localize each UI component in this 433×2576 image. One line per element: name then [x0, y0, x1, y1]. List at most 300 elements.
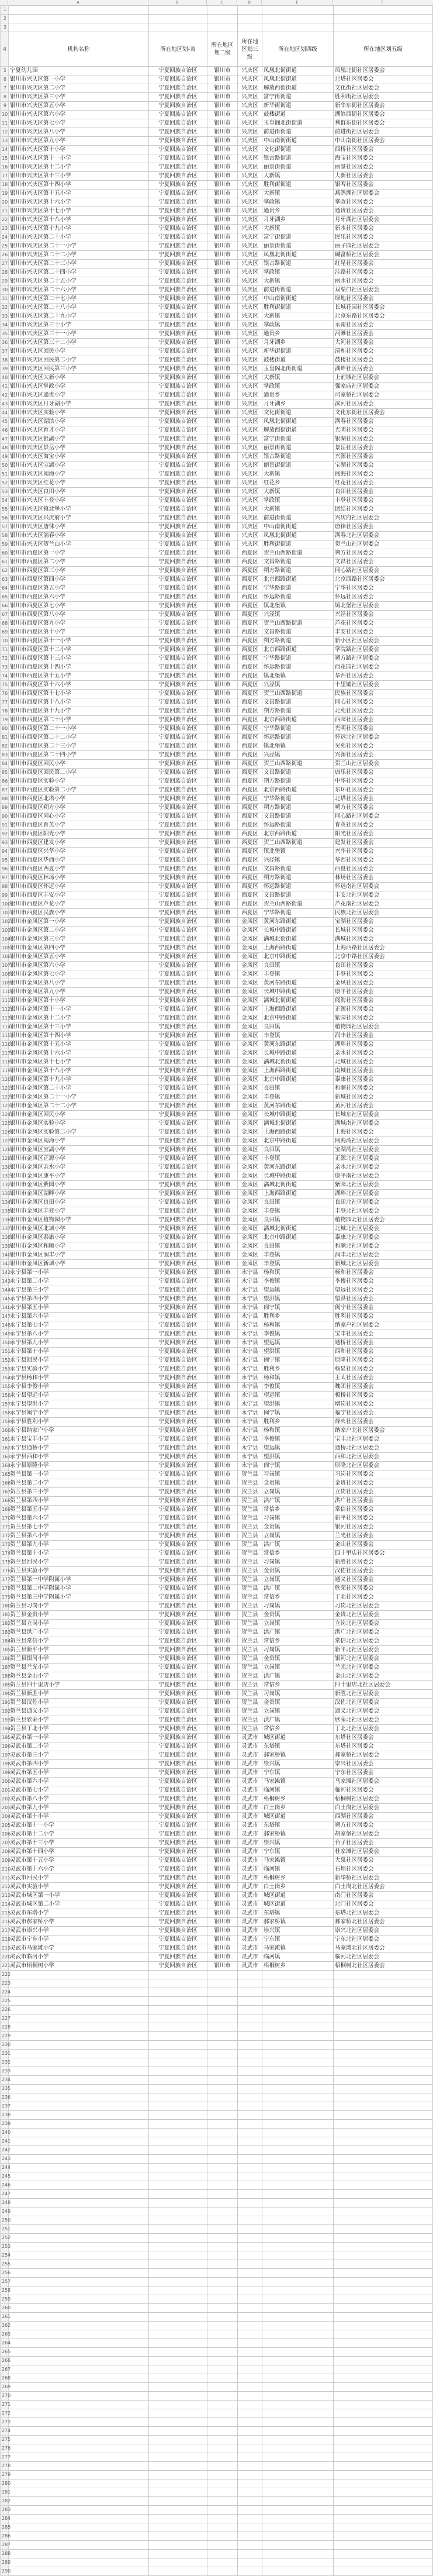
street-cell[interactable]: 望远镇	[262, 1339, 334, 1348]
district-cell[interactable]: 永宁县	[238, 1427, 262, 1435]
city-cell[interactable]: 银川市	[207, 576, 238, 584]
province-cell[interactable]: 宁夏回族自治区	[149, 1900, 207, 1909]
district-cell[interactable]: 贺兰县	[238, 1646, 262, 1655]
street-cell[interactable]: 富宁街街道	[262, 435, 334, 444]
community-cell[interactable]: 宁东社区居委会	[334, 1769, 433, 1778]
empty-cell[interactable]	[334, 2471, 433, 2479]
institution-name-cell[interactable]: 灵武市第四小学	[9, 1760, 149, 1769]
community-cell[interactable]: 杨和社区居委会	[334, 1269, 433, 1277]
community-cell[interactable]: 文化街社区居委会	[334, 84, 433, 93]
community-cell[interactable]: 泰康社区居委会	[334, 1076, 433, 1084]
row-number[interactable]: 126	[1, 1128, 9, 1137]
row-number[interactable]: 101	[1, 909, 9, 918]
street-cell[interactable]: 大新镇	[262, 488, 334, 497]
street-cell[interactable]: 银古路街道	[262, 453, 334, 462]
city-cell[interactable]: 银川市	[207, 1093, 238, 1102]
province-cell[interactable]: 宁夏回族自治区	[149, 637, 207, 646]
institution-name-cell[interactable]: 银川市西夏区丰安小学	[9, 891, 149, 900]
province-cell[interactable]: 宁夏回族自治区	[149, 874, 207, 883]
empty-cell[interactable]	[149, 1979, 207, 1988]
institution-name-cell[interactable]: 银川市西夏区第六小学	[9, 593, 149, 602]
district-cell[interactable]: 贺兰县	[238, 1532, 262, 1541]
institution-name-cell[interactable]: 银川市西夏区第二十三小学	[9, 742, 149, 751]
institution-name-cell[interactable]: 灵武市崇兴小学	[9, 1927, 149, 1936]
district-cell[interactable]: 金凤区	[238, 1181, 262, 1190]
row-number[interactable]: 70	[1, 637, 9, 646]
community-cell[interactable]: 利群东街社区居委会	[334, 119, 433, 128]
empty-cell[interactable]	[9, 2269, 149, 2278]
empty-cell[interactable]	[9, 2357, 149, 2365]
empty-cell[interactable]	[9, 2436, 149, 2444]
province-cell[interactable]: 宁夏回族自治区	[149, 1742, 207, 1751]
street-cell[interactable]: 前进街街道	[262, 514, 334, 523]
street-cell[interactable]: 崇兴镇	[262, 1927, 334, 1936]
community-cell[interactable]: 金贵社区居委会	[334, 1479, 433, 1488]
district-cell[interactable]: 金凤区	[238, 1102, 262, 1111]
community-cell[interactable]: 洼路社区居委会	[334, 268, 433, 277]
empty-cell[interactable]	[262, 1988, 334, 1997]
province-cell[interactable]: 宁夏回族自治区	[149, 304, 207, 312]
district-cell[interactable]: 灵武市	[238, 1795, 262, 1804]
empty-cell[interactable]	[262, 2322, 334, 2330]
row-number[interactable]: 274	[1, 2427, 9, 2436]
city-cell[interactable]: 银川市	[207, 172, 238, 181]
empty-cell[interactable]	[238, 2120, 262, 2129]
row-number[interactable]: 103	[1, 927, 9, 935]
community-cell[interactable]: 湖畔社区居委会	[334, 365, 433, 374]
street-cell[interactable]: 丰登镇	[262, 1251, 334, 1260]
city-cell[interactable]: 银川市	[207, 1462, 238, 1470]
street-cell[interactable]: 长城中路街道	[262, 1049, 334, 1058]
empty-cell[interactable]	[149, 2418, 207, 2427]
street-cell[interactable]: 望远镇	[262, 1392, 334, 1400]
province-cell[interactable]: 宁夏回族自治区	[149, 1260, 207, 1269]
row-number[interactable]: 214	[1, 1900, 9, 1909]
province-cell[interactable]: 宁夏回族自治区	[149, 646, 207, 655]
district-cell[interactable]: 兴庆区	[238, 304, 262, 312]
street-cell[interactable]: 崇兴镇	[262, 1760, 334, 1769]
city-cell[interactable]: 银川市	[207, 1804, 238, 1813]
district-cell[interactable]: 金凤区	[238, 927, 262, 935]
street-cell[interactable]: 满城北街街道	[262, 1120, 334, 1128]
province-cell[interactable]: 宁夏回族自治区	[149, 497, 207, 505]
city-cell[interactable]: 银川市	[207, 1690, 238, 1699]
province-cell[interactable]: 宁夏回族自治区	[149, 1549, 207, 1558]
district-cell[interactable]: 兴庆区	[238, 321, 262, 330]
province-cell[interactable]: 宁夏回族自治区	[149, 365, 207, 374]
community-cell[interactable]: 丰登北社区居委会	[334, 1207, 433, 1216]
city-cell[interactable]: 银川市	[207, 1962, 238, 1971]
community-cell[interactable]: 光明社区居委会	[334, 725, 433, 733]
row-number[interactable]: 223	[1, 1979, 9, 1988]
community-cell[interactable]: 西园社区居委会	[334, 716, 433, 725]
institution-name-cell[interactable]: 银川市西夏区第十八小学	[9, 698, 149, 707]
empty-cell[interactable]	[207, 2137, 238, 2146]
district-cell[interactable]: 兴庆区	[238, 128, 262, 137]
province-cell[interactable]: 宁夏回族自治区	[149, 198, 207, 207]
street-cell[interactable]: 凤凰北街街道	[262, 532, 334, 540]
community-cell[interactable]: 康平南社区居委会	[334, 1172, 433, 1181]
district-cell[interactable]: 永宁县	[238, 1374, 262, 1383]
street-cell[interactable]: 红花乡	[262, 479, 334, 488]
district-cell[interactable]: 兴庆区	[238, 356, 262, 365]
empty-cell[interactable]	[238, 2313, 262, 2322]
district-cell[interactable]: 金凤区	[238, 1260, 262, 1269]
street-cell[interactable]: 李俊镇	[262, 1435, 334, 1444]
province-cell[interactable]: 宁夏回族自治区	[149, 1400, 207, 1409]
row-number[interactable]: 43	[1, 400, 9, 409]
column-letter-F[interactable]: F	[333, 0, 432, 5]
street-cell[interactable]: 前进街街道	[262, 286, 334, 295]
province-cell[interactable]: 宁夏回族自治区	[149, 75, 207, 84]
community-cell[interactable]: 通桥社区居委会	[334, 1339, 433, 1348]
empty-cell[interactable]	[262, 2374, 334, 2383]
row-number[interactable]: 170	[1, 1514, 9, 1523]
row-number[interactable]: 149	[1, 1330, 9, 1339]
community-cell[interactable]: 梧桐树社区居委会	[334, 1795, 433, 1804]
city-cell[interactable]: 银川市	[207, 84, 238, 93]
district-cell[interactable]: 兴庆区	[238, 119, 262, 128]
city-cell[interactable]: 银川市	[207, 1953, 238, 1962]
institution-name-cell[interactable]: 银川市金凤区回民小学	[9, 1111, 149, 1120]
row-number[interactable]: 45	[1, 418, 9, 426]
city-cell[interactable]: 银川市	[207, 1163, 238, 1172]
community-cell[interactable]: 亲水北社区居委会	[334, 1163, 433, 1172]
empty-cell[interactable]	[207, 2102, 238, 2111]
column-letter-B[interactable]: B	[148, 0, 207, 5]
empty-cell[interactable]	[207, 2286, 238, 2295]
empty-cell[interactable]	[9, 1988, 149, 1997]
institution-name-cell[interactable]: 银川市西夏区第十九小学	[9, 707, 149, 716]
district-cell[interactable]: 灵武市	[238, 1865, 262, 1874]
district-cell[interactable]: 贺兰县	[238, 1488, 262, 1497]
institution-name-cell[interactable]: 贺兰县实验小学	[9, 1567, 149, 1576]
street-cell[interactable]: 丽景街街道	[262, 462, 334, 470]
row-number[interactable]: 289	[1, 2558, 9, 2567]
empty-cell[interactable]	[238, 2374, 262, 2383]
row-number[interactable]: 28	[1, 268, 9, 277]
institution-name-cell[interactable]: 永宁县第六小学	[9, 1313, 149, 1321]
district-cell[interactable]: 永宁县	[238, 1435, 262, 1444]
empty-cell[interactable]	[9, 2339, 149, 2348]
row-number[interactable]: 193	[1, 1716, 9, 1725]
empty-cell[interactable]	[238, 2006, 262, 2014]
community-cell[interactable]: 宝丰北社区居委会	[334, 1435, 433, 1444]
province-cell[interactable]: 宁夏回族自治区	[149, 1418, 207, 1427]
street-cell[interactable]: 黄河东路街道	[262, 918, 334, 927]
row-number[interactable]: 266	[1, 2357, 9, 2365]
district-cell[interactable]: 贺兰县	[238, 1655, 262, 1664]
row-number[interactable]: 270	[1, 2392, 9, 2401]
empty-cell[interactable]	[149, 2172, 207, 2181]
community-cell[interactable]: 石坝社区居委会	[334, 1865, 433, 1874]
row-number[interactable]: 105	[1, 944, 9, 953]
province-cell[interactable]: 宁夏回族自治区	[149, 1242, 207, 1251]
province-cell[interactable]: 宁夏回族自治区	[149, 233, 207, 242]
empty-cell[interactable]	[9, 2102, 149, 2111]
district-cell[interactable]: 西夏区	[238, 611, 262, 619]
city-cell[interactable]: 银川市	[207, 67, 238, 75]
row-number[interactable]: 204	[1, 1813, 9, 1821]
institution-name-cell[interactable]: 银川市兴庆区良田小学	[9, 488, 149, 497]
empty-cell[interactable]	[334, 2357, 433, 2365]
province-cell[interactable]: 宁夏回族自治区	[149, 1567, 207, 1576]
empty-cell[interactable]	[238, 2181, 262, 2190]
community-cell[interactable]: 同心路社区居委会	[334, 567, 433, 576]
street-cell[interactable]: 镇北堡镇	[262, 602, 334, 611]
district-cell[interactable]: 金凤区	[238, 1058, 262, 1067]
province-cell[interactable]: 宁夏回族自治区	[149, 1058, 207, 1067]
community-cell[interactable]: 满春北社区居委会	[334, 532, 433, 540]
empty-cell[interactable]	[334, 2506, 433, 2515]
street-cell[interactable]: 宁华路街道	[262, 655, 334, 663]
institution-name-cell[interactable]: 银川市西夏区建发小学	[9, 839, 149, 848]
empty-cell[interactable]	[334, 2234, 433, 2243]
province-cell[interactable]: 宁夏回族自治区	[149, 1830, 207, 1839]
institution-name-cell[interactable]: 贺兰县常信小学	[9, 1637, 149, 1646]
province-cell[interactable]: 宁夏回族自治区	[149, 1585, 207, 1593]
empty-cell[interactable]	[149, 2041, 207, 2050]
row-number[interactable]: 271	[1, 2401, 9, 2409]
city-cell[interactable]: 银川市	[207, 260, 238, 268]
community-cell[interactable]: 正源社区居委会	[334, 1005, 433, 1014]
district-cell[interactable]: 西夏区	[238, 602, 262, 611]
row-number[interactable]: 59	[1, 540, 9, 549]
city-cell[interactable]: 银川市	[207, 1734, 238, 1742]
street-cell[interactable]: 北京西路街道	[262, 576, 334, 584]
empty-cell[interactable]	[9, 2164, 149, 2172]
province-cell[interactable]: 宁夏回族自治区	[149, 1523, 207, 1532]
street-cell[interactable]: 洪广镇	[262, 1716, 334, 1725]
empty-cell[interactable]	[9, 2137, 149, 2146]
community-cell[interactable]: 林场社区居委会	[334, 874, 433, 883]
province-cell[interactable]: 宁夏回族自治区	[149, 1032, 207, 1041]
community-cell[interactable]: 朔方社区居委会	[334, 549, 433, 558]
row-number[interactable]: 130	[1, 1163, 9, 1172]
empty-cell[interactable]	[149, 1971, 207, 1979]
city-cell[interactable]: 银川市	[207, 1611, 238, 1620]
city-cell[interactable]: 银川市	[207, 751, 238, 760]
empty-cell[interactable]	[334, 2567, 433, 2576]
community-cell[interactable]: 阅海社区居委会	[334, 470, 433, 479]
empty-cell[interactable]	[334, 2550, 433, 2558]
empty-cell[interactable]	[262, 2067, 334, 2076]
district-cell[interactable]: 金凤区	[238, 1172, 262, 1181]
district-cell[interactable]: 金凤区	[238, 979, 262, 988]
district-cell[interactable]: 兴庆区	[238, 251, 262, 260]
row-number[interactable]: 281	[1, 2488, 9, 2497]
empty-cell[interactable]	[334, 2418, 433, 2427]
community-cell[interactable]: 四十里店北社区居委会	[334, 1681, 433, 1690]
community-cell[interactable]: 新水社区居委会	[334, 225, 433, 233]
street-cell[interactable]: 梧桐树乡	[262, 1962, 334, 1971]
row-number[interactable]: 57	[1, 523, 9, 532]
empty-cell[interactable]	[334, 1971, 433, 1979]
province-cell[interactable]: 宁夏回族自治区	[149, 242, 207, 251]
province-cell[interactable]: 宁夏回族自治区	[149, 663, 207, 672]
province-cell[interactable]: 宁夏回族自治区	[149, 1102, 207, 1111]
empty-cell[interactable]	[334, 2243, 433, 2251]
empty-cell[interactable]	[207, 2260, 238, 2269]
empty-cell[interactable]	[9, 2076, 149, 2085]
empty-cell[interactable]	[207, 2558, 238, 2567]
empty-cell[interactable]	[9, 2225, 149, 2234]
district-cell[interactable]: 灵武市	[238, 1857, 262, 1865]
district-cell[interactable]: 永宁县	[238, 1444, 262, 1453]
city-cell[interactable]: 银川市	[207, 1927, 238, 1936]
community-cell[interactable]: 新胜北社区居委会	[334, 1690, 433, 1699]
province-cell[interactable]: 宁夏回族自治区	[149, 268, 207, 277]
community-cell[interactable]: 润丰北社区居委会	[334, 1251, 433, 1260]
city-cell[interactable]: 银川市	[207, 883, 238, 891]
row-number[interactable]: 279	[1, 2471, 9, 2479]
province-cell[interactable]: 宁夏回族自治区	[149, 1786, 207, 1795]
province-cell[interactable]: 宁夏回族自治区	[149, 558, 207, 567]
row-number[interactable]: 94	[1, 848, 9, 856]
province-cell[interactable]: 宁夏回族自治区	[149, 1892, 207, 1900]
street-cell[interactable]: 大新镇	[262, 172, 334, 181]
row-number[interactable]: 225	[1, 1997, 9, 2006]
street-cell[interactable]: 金贵镇	[262, 1479, 334, 1488]
row-number[interactable]: 11	[1, 119, 9, 128]
institution-name-cell[interactable]: 贺兰县第九小学	[9, 1541, 149, 1549]
empty-cell[interactable]	[238, 2172, 262, 2181]
community-cell[interactable]: 朔方社区居委会	[334, 1821, 433, 1830]
province-cell[interactable]: 宁夏回族自治区	[149, 672, 207, 681]
empty-cell[interactable]	[238, 2427, 262, 2436]
empty-cell[interactable]	[262, 2120, 334, 2129]
community-cell[interactable]: 绿地社区居委会	[334, 295, 433, 304]
row-number[interactable]: 37	[1, 347, 9, 356]
row-number[interactable]: 7	[1, 84, 9, 93]
row-number[interactable]: 195	[1, 1734, 9, 1742]
institution-name-cell[interactable]: 银川市西夏区芦花小学	[9, 900, 149, 909]
empty-cell[interactable]	[149, 2164, 207, 2172]
street-cell[interactable]: 大新镇	[262, 505, 334, 514]
empty-cell[interactable]	[149, 2251, 207, 2260]
empty-cell[interactable]	[9, 2453, 149, 2462]
city-cell[interactable]: 银川市	[207, 1084, 238, 1093]
city-cell[interactable]: 银川市	[207, 1365, 238, 1374]
street-cell[interactable]: 临河镇	[262, 1953, 334, 1962]
city-cell[interactable]: 银川市	[207, 356, 238, 365]
institution-name-cell[interactable]: 银川市西夏区华西小学	[9, 856, 149, 865]
community-cell[interactable]: 植物园北社区居委会	[334, 1216, 433, 1225]
district-cell[interactable]: 西夏区	[238, 786, 262, 795]
community-cell[interactable]: 吴苑社区居委会	[334, 742, 433, 751]
row-number[interactable]: 106	[1, 953, 9, 962]
province-cell[interactable]: 宁夏回族自治区	[149, 190, 207, 198]
row-number[interactable]: 168	[1, 1497, 9, 1506]
district-cell[interactable]: 贺兰县	[238, 1479, 262, 1488]
district-cell[interactable]: 永宁县	[238, 1418, 262, 1427]
empty-cell[interactable]	[334, 2515, 433, 2523]
district-cell[interactable]: 西夏区	[238, 619, 262, 628]
row-number[interactable]: 263	[1, 2330, 9, 2339]
community-cell[interactable]: 朔方路社区居委会	[334, 655, 433, 663]
institution-name-cell[interactable]: 贺兰县第八小学	[9, 1532, 149, 1541]
province-cell[interactable]: 宁夏回族自治区	[149, 295, 207, 304]
row-number[interactable]: 1	[1, 6, 9, 15]
province-cell[interactable]: 宁夏回族自治区	[149, 1277, 207, 1286]
city-cell[interactable]: 银川市	[207, 707, 238, 716]
street-cell[interactable]: 黄河东路街道	[262, 1163, 334, 1172]
row-number[interactable]: 52	[1, 479, 9, 488]
row-number[interactable]: 236	[1, 2093, 9, 2102]
community-cell[interactable]: 新华东街社区居委会	[334, 102, 433, 111]
community-cell[interactable]: 兴源社区居委会	[334, 751, 433, 760]
empty-cell[interactable]	[9, 2243, 149, 2251]
province-cell[interactable]: 宁夏回族自治区	[149, 216, 207, 225]
community-cell[interactable]: 上前城社区居委会	[334, 374, 433, 383]
empty-cell[interactable]	[207, 2365, 238, 2374]
district-cell[interactable]: 贺兰县	[238, 1585, 262, 1593]
district-cell[interactable]: 兴庆区	[238, 488, 262, 497]
empty-cell[interactable]	[149, 2032, 207, 2041]
empty-cell[interactable]	[9, 2129, 149, 2137]
empty-cell[interactable]	[262, 2085, 334, 2093]
institution-name-cell[interactable]: 银川市西夏区怀远小学	[9, 883, 149, 891]
province-cell[interactable]: 宁夏回族自治区	[149, 865, 207, 874]
institution-name-cell[interactable]: 永宁县第三小学	[9, 1286, 149, 1295]
street-cell[interactable]: 大新镇	[262, 312, 334, 321]
institution-name-cell[interactable]: 银川市兴庆区湖滨小学	[9, 418, 149, 426]
row-number[interactable]: 267	[1, 2365, 9, 2374]
empty-cell[interactable]	[207, 2014, 238, 2023]
empty-cell[interactable]	[334, 2383, 433, 2392]
institution-name-cell[interactable]: 银川市金凤区第一小学	[9, 918, 149, 927]
street-cell[interactable]: 闽宁镇	[262, 1304, 334, 1313]
province-cell[interactable]: 宁夏回族自治区	[149, 1023, 207, 1032]
community-cell[interactable]: 北京西路社区居委会	[334, 576, 433, 584]
city-cell[interactable]: 银川市	[207, 777, 238, 786]
district-cell[interactable]: 贺兰县	[238, 1620, 262, 1628]
row-number[interactable]: 18	[1, 181, 9, 190]
street-cell[interactable]: 胜利街街道	[262, 540, 334, 549]
empty-cell[interactable]	[262, 2076, 334, 2085]
empty-cell[interactable]	[238, 2418, 262, 2427]
city-cell[interactable]: 银川市	[207, 1655, 238, 1664]
institution-name-cell[interactable]: 银川市西夏区兴华小学	[9, 848, 149, 856]
institution-name-cell[interactable]: 银川市西夏区第十五小学	[9, 672, 149, 681]
row-number[interactable]: 250	[1, 2216, 9, 2225]
district-cell[interactable]: 贺兰县	[238, 1576, 262, 1585]
institution-name-cell[interactable]: 银川市兴庆区第二十八小学	[9, 304, 149, 312]
street-cell[interactable]: 月牙湖乡	[262, 339, 334, 347]
row-number[interactable]: 127	[1, 1137, 9, 1146]
row-number[interactable]: 290	[1, 2567, 9, 2576]
community-cell[interactable]: 纳家户社区居委会	[334, 1321, 433, 1330]
city-cell[interactable]: 银川市	[207, 1120, 238, 1128]
row-number[interactable]: 182	[1, 1620, 9, 1628]
row-number[interactable]: 181	[1, 1611, 9, 1620]
street-cell[interactable]: 掌政镇	[262, 268, 334, 277]
district-cell[interactable]: 西夏区	[238, 576, 262, 584]
row-number[interactable]: 284	[1, 2515, 9, 2523]
empty-cell[interactable]	[207, 2392, 238, 2401]
empty-cell[interactable]	[238, 2392, 262, 2401]
institution-name-cell[interactable]: 贺兰县第二中学附属小学	[9, 1585, 149, 1593]
community-cell[interactable]: 通义社区居委会	[334, 1576, 433, 1585]
empty-cell[interactable]	[9, 2190, 149, 2199]
community-cell[interactable]: 欣荣社区居委会	[334, 1585, 433, 1593]
row-number[interactable]: 230	[1, 2041, 9, 2050]
institution-name-cell[interactable]: 银川市金凤区第九小学	[9, 988, 149, 997]
province-cell[interactable]: 宁夏回族自治区	[149, 690, 207, 698]
institution-name-cell[interactable]: 银川市金凤区第十九小学	[9, 1076, 149, 1084]
institution-name-cell[interactable]: 永宁县实验小学	[9, 1365, 149, 1374]
community-cell[interactable]: 同心社区居委会	[334, 698, 433, 707]
